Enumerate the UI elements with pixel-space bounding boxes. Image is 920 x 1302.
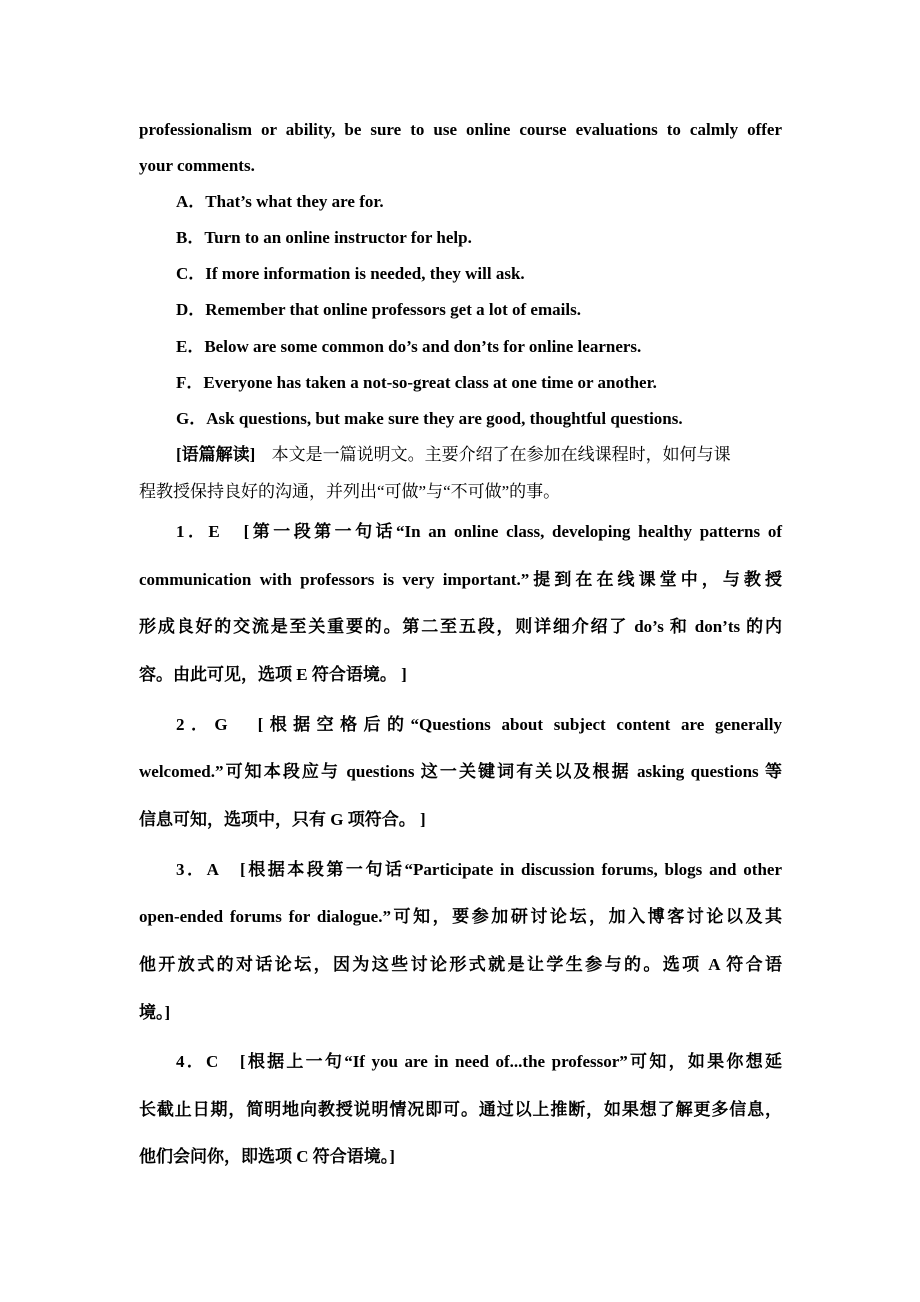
intro-text: 本文是一篇说明文。主要介绍了在参加在线课程时，如何与课 [271,445,731,464]
passage-line: your comments. [139,156,255,175]
answer-3-line: open-ended forums for dialogue.”可知，要参加研讨论坛，加入博客讨论以及其 [139,907,782,926]
option-b: B．Turn to an online instructor for help. [176,228,472,247]
option-e: E．Below are some common do’s and don’ts for online learners. [176,337,642,356]
option-d: D．Remember that online professors get a lot of emails. [176,300,581,319]
answer-2-line: welcomed.”可知本段应与 questions 这一关键词有关以及根据 asking questions 等 [139,762,782,781]
answer-4-line: 4．C [根据上一句“If you are in need of...the professor”可知，如果你想延 [176,1052,782,1071]
answer-4-line: 长截止日期，简明地向教授说明情况即可。通过以上推断，如果想了解更多信息， [139,1100,782,1119]
option-f: F．Everyone has taken a not-so-great class at one time or another. [176,373,657,392]
intro-line: 程教授保持良好的沟通，并列出“可做”与“不可做”的事。 [139,482,561,501]
intro-line [176,444,782,466]
answer-2-line: 2．G [根据空格后的“Questions about subject content are generally [176,715,782,734]
answer-1-line: communication with professors is very important.”提到在在线课堂中，与教授 [139,570,782,589]
intro-tag: [语篇解读] [176,445,256,464]
answer-2-line: 信息可知，选项中，只有 G 项符合。 ] [139,810,426,829]
answer-3-line: 3．A [根据本段第一句话“Participate in discussion forums, blogs and other [176,860,782,879]
answer-4-line: 他们会问你，即选项 C 符合语境。] [139,1147,395,1166]
passage-line: professionalism or ability, be sure to use online course evaluations to calmly offer [139,120,782,139]
answer-3-line: 境。] [139,1003,171,1022]
option-c: C．If more information is needed, they will ask. [176,264,525,283]
answer-1-line: 1．E [第一段第一句话“In an online class, developing healthy patterns of [176,522,782,541]
answer-1-line: 容。由此可见，选项 E 符合语境。 ] [139,665,407,684]
answer-1-line: 形成良好的交流是至关重要的。第二至五段，则详细介绍了 do’s 和 don’ts 的内 [139,617,782,636]
option-a: A．That’s what they are for. [176,192,384,211]
option-g: G．Ask questions, but make sure they are good, thoughtful questions. [176,409,683,428]
answer-3-line: 他开放式的对话论坛，因为这些讨论形式就是让学生参与的。选项 A 符合语 [139,955,782,974]
